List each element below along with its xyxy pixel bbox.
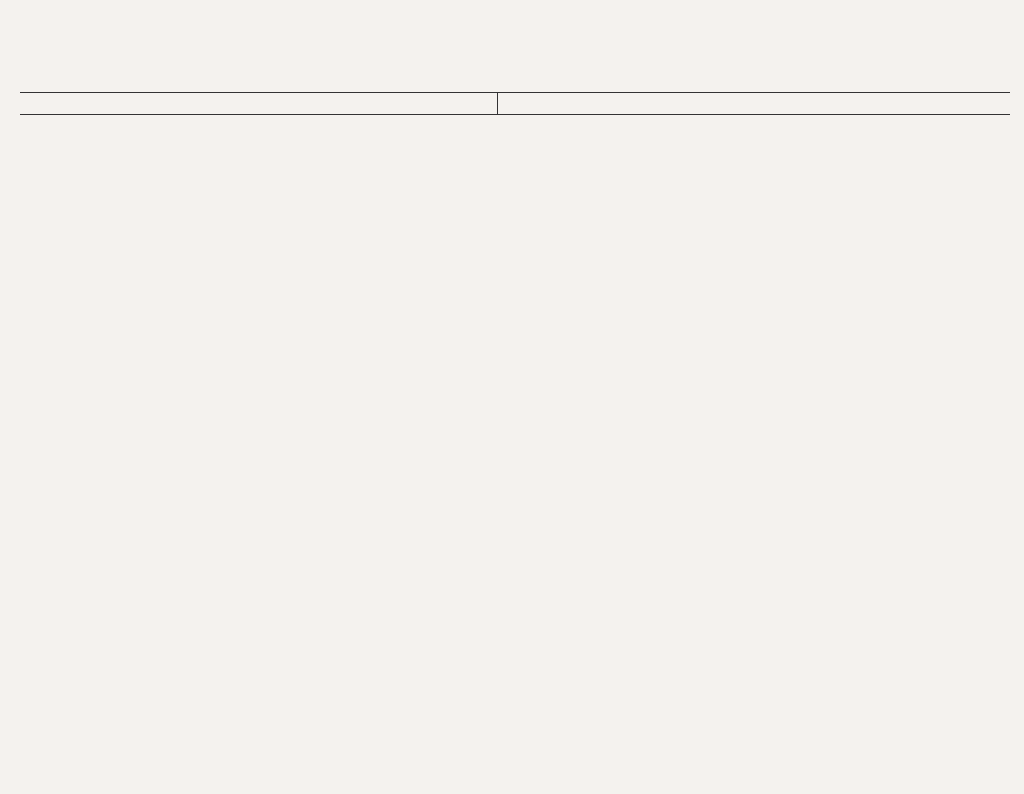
- age-groups-right-label: [498, 93, 1010, 115]
- age-groups-header-row: [20, 93, 1010, 115]
- age-groups-left-label: [54, 93, 464, 115]
- heights-weights-table: [20, 92, 1010, 115]
